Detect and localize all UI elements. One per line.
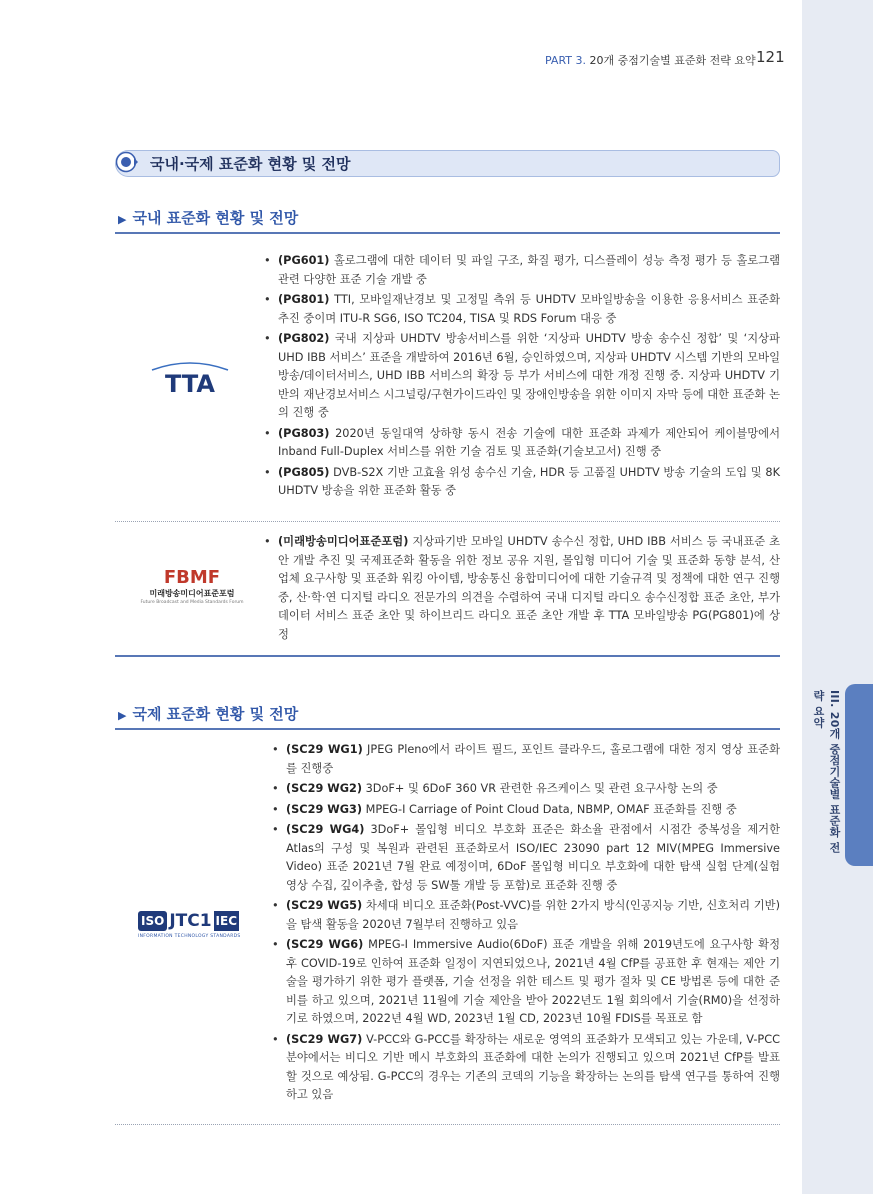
target-bullet-icon [116, 151, 138, 173]
chapter-tab [845, 684, 873, 866]
domestic-heading-rule [115, 232, 780, 234]
chapter-tab-label: III. 20개 중점기술별 표준화 전략 요약 [812, 690, 841, 854]
tta-logo [150, 362, 230, 396]
tta-list [264, 252, 780, 503]
domestic-heading [118, 207, 298, 228]
list-item: • (SC29 WG5) 차세대 비디오 표준화(Post-VVC)를 위한 2가지 방식(인공지능 기반, 신호처리 기반)을 탐색 활동을 2020년 7월부터 진행하고 있음 [272, 899, 780, 931]
fbmf-logo-sub-en: Future Broadcast and Media Standards Forum [140, 600, 244, 605]
international-heading-rule [115, 728, 780, 730]
list-item: • (SC29 WG4) 3DoF+ 몰입형 비디오 부호화 표준은 화소율 관점에서 시점간 중복성을 제거한 Atlas의 구성 및 복원과 관련된 표준화로서 ISO/IEC 23090 part 12 MIV(MPEG Immersive Video) 표준 2021년 7월 완료 예정이며, 6DoF 몰입형 비디오 부호화에 대한 탐색 실험 단계(실험영상 수집, 깊이추출, 합성 등 SW툴 개발 등 포함)로 표준화 진행 중 [272, 823, 780, 892]
fbmf-logo [137, 568, 247, 606]
list-item: • (PG601) 홀로그램에 대한 데이터 및 파일 구조, 화질 평가, 디스플레이 성능 측정 평가 등 홀로그램 관련 다양한 표준 기술 개발 중 [264, 254, 780, 286]
list-item: • (PG805) DVB-S2X 기반 고효율 위성 송수신 기술, HDR 등 고품질 UHDTV 방송 기술의 도입 및 8K UHDTV 방송을 위한 표준화 활동 중 [264, 465, 780, 497]
banner-title: 국내·국제 표준화 현황 및 전망 [150, 155, 351, 173]
fbmf-list [264, 533, 780, 646]
divider [115, 1124, 780, 1125]
page-number: 121 [756, 48, 785, 66]
triangle-right-icon: ▶ [118, 213, 127, 226]
list-item: • (PG801) TTI, 모바일재난경보 및 고정밀 측위 등 UHDTV 모바일방송을 이용한 응용서비스 표준화 추진 중이며 ITU-R SG6, ISO TC204, TISA 및 RDS Forum 대응 중 [264, 293, 780, 325]
section-end-rule [115, 655, 780, 657]
iso-logo: ISO [138, 911, 167, 931]
part-label: PART 3. [545, 54, 587, 67]
divider [115, 521, 780, 522]
list-item: • (SC29 WG3) MPEG-I Carriage of Point Cloud Data, NBMP, OMAF 표준화를 진행 중 [272, 802, 737, 816]
list-item: • (미래방송미디어표준포럼) 지상파기반 모바일 UHDTV 송수신 정합, UHD IBB 서비스 등 국내표준 초안 개발 추진 및 국제표준화 활동을 위한 정보 공유 지원, 몰입형 미디어 기술 및 표준화 동향 분석, 산업체 요구사항 및 표준화 워킹 아이템, 방송통신 융합미디어에 대한 기술규격 및 정책에 대한 연구 진행 중, 산·학·연 디지털 라디오 전문가의 의견을 수렴하여 국내 디지털 라디오 송수신정합 표준 초안, 부가 데이터 서비스 표준 초안 및 하이브리드 라디오 표준 초안 개발 후 TTA 모바일방송 PG(PG801)에 상정 [264, 535, 780, 641]
fbmf-logo-text: FBMF [163, 567, 221, 588]
running-header [545, 52, 756, 68]
list-item: • (PG803) 2020년 동일대역 상하향 동시 전송 기술에 대한 표준화 과제가 제안되어 케이블망에서 Inband Full-Duplex 서비스를 위한 기술 검토 및 표준화(기술보고서) 진행 중 [264, 426, 780, 458]
list-item: • (PG802) 국내 지상파 UHDTV 방송서비스를 위한 ‘지상파 UHDTV 방송 송수신 정합’ 및 ‘지상파 UHD IBB 서비스’ 표준을 개발하여 2016년 6월, 승인하였으며, 지상파 UHDTV 시스템 기반의 모바일방송/데이터서비스, UHD IBB 서비스의 확장 등 부가 서비스에 대한 개정 진행 중. 지상파 UHDTV 기반의 재난경보서비스 시그널링/구현가이드라인 및 장애인방송을 위한 이미지 자막 등에 대한 표준화 논의 진행 중 [264, 332, 780, 419]
iso-jtc1-iec-logo [138, 908, 248, 939]
domestic-heading-text: 국내 표준화 현황 및 전망 [132, 209, 299, 227]
list-item: • (SC29 WG2) 3DoF+ 및 6DoF 360 VR 관련한 유즈케이스 및 관련 요구사항 논의 중 [272, 782, 718, 795]
fbmf-logo-sub: 미래방송미디어표준포럼 [149, 589, 235, 598]
iso-logo-sub: INFORMATION TECHNOLOGY STANDARDS [138, 934, 241, 939]
jtc1-logo: JTC1 [169, 911, 212, 931]
list-item: • (SC29 WG6) MPEG-I Immersive Audio(6DoF) 표준 개발을 위해 2019년도에 요구사항 확정 후 COVID-19로 인하여 표준화 일정이 지연되었으나, 2021년 4월 CfP를 공표한 후 현재는 제안 기술을 평가하기 위한 평가 플랫폼, 기술 선정을 위한 테스트 및 평가 절차 및 CE 방법론 등에 대한 준비를 하고 있으며, 2021년 11월에 기술 제안을 받아 2022년도 1월 회의에서 기술(RM0)을 선정하기로 하였으며, 2022년 4월 WD, 2023년 1월 CD, 2023년 10월 FDIS를 목표로 함 [272, 938, 780, 1025]
list-item: • (SC29 WG7) V-PCC와 G-PCC를 확장하는 새로운 영역의 표준화가 모색되고 있는 가운데, V-PCC 분야에서는 비디오 기반 메시 부호화의 표준화에 대한 논의가 진행되고 있으며 2021년 CfP를 발표할 것으로 예상됨. G-PCC의 경우는 기존의 코덱의 기능을 확장하는 논의를 탐색 연구를 통하여 진행하고 있음 [272, 1032, 781, 1101]
triangle-right-icon: ▶ [118, 709, 127, 722]
part-title: 20개 중점기술별 표준화 전략 요약 [589, 54, 756, 67]
international-list [272, 741, 780, 1107]
iec-logo: IEC [214, 911, 239, 931]
international-heading-text: 국제 표준화 현황 및 전망 [132, 705, 299, 723]
international-heading [118, 703, 298, 724]
list-item: • (SC29 WG1) JPEG Pleno에서 라이트 필드, 포인트 클라우드, 홀로그램에 대한 정지 영상 표준화를 진행중 [272, 743, 780, 775]
tta-logo-text: TTA [164, 370, 216, 396]
right-margin-band [802, 0, 873, 1194]
